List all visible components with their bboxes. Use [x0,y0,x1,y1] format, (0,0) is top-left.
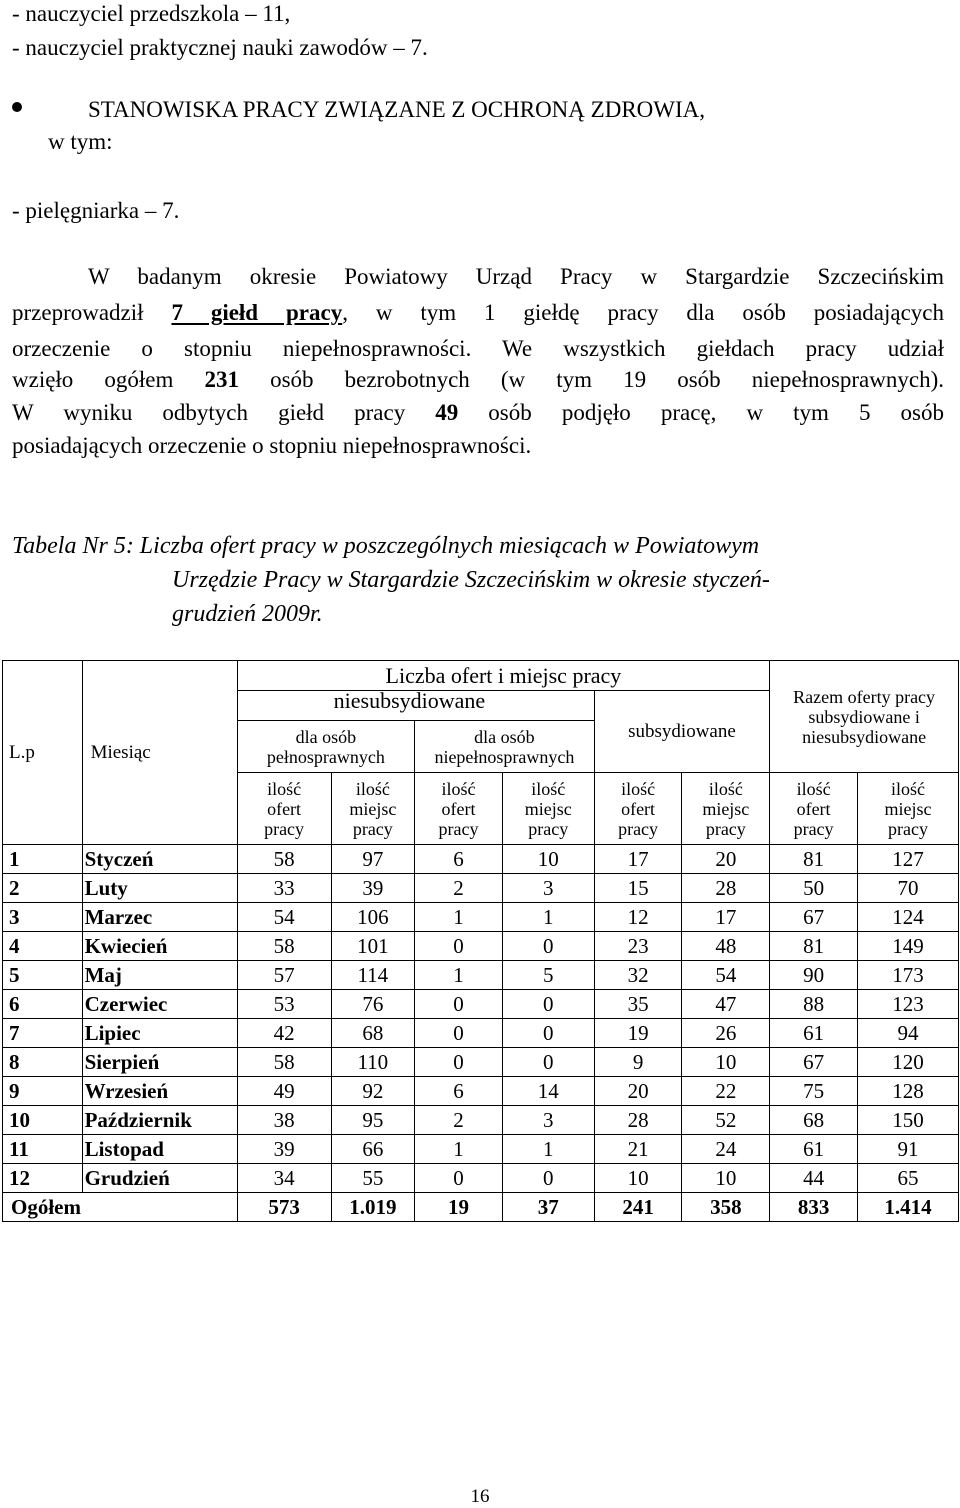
row-value: 81 [770,932,858,961]
row-month: Kwiecień [82,932,237,961]
row-value: 42 [237,1019,331,1048]
row-month: Marzec [82,903,237,932]
row-value: 26 [682,1019,770,1048]
table-caption-line-2: Urzędzie Pracy w Stargardzie Szczecińskim w okresie styczeń- [172,567,770,593]
paragraph-line-2: przeprowadził 7 giełd pracy, w tym 1 giełdę pracy dla osób posiadających [12,300,944,325]
row-value: 23 [594,932,682,961]
row-value: 0 [415,1164,503,1193]
row-value: 38 [237,1106,331,1135]
row-value: 0 [502,1164,594,1193]
row-value: 1 [502,903,594,932]
row-month: Grudzień [82,1164,237,1193]
row-value: 110 [331,1048,415,1077]
row-value: 1 [415,1135,503,1164]
paragraph-line-1: W badanym okresie Powiatowy Urząd Pracy w Stargardzie Szczecińskim [88,264,944,289]
row-value: 90 [770,961,858,990]
row-value: 120 [857,1048,958,1077]
row-value: 97 [331,845,415,874]
total-cell: 573 [237,1193,331,1222]
row-value: 6 [415,845,503,874]
total-cell: 1.019 [331,1193,415,1222]
row-value: 76 [331,990,415,1019]
row-value: 67 [770,1048,858,1077]
row-value: 68 [331,1019,415,1048]
row-value: 6 [415,1077,503,1106]
total-cell: 833 [770,1193,858,1222]
row-value: 53 [237,990,331,1019]
header-nonsubsidized: niesubsydiowane [237,691,594,721]
row-value: 10 [682,1048,770,1077]
header-total: Razem oferty pracy subsydiowane i niesubsydiowane [770,661,959,773]
row-value: 173 [857,961,958,990]
row-value: 92 [331,1077,415,1106]
row-value: 67 [770,903,858,932]
row-value: 20 [594,1077,682,1106]
table-row [3,1019,959,1048]
header-subsidized: subsydiowane [594,691,770,773]
row-value: 48 [682,932,770,961]
row-month: Październik [82,1106,237,1135]
total-cell: 19 [415,1193,503,1222]
row-value: 14 [502,1077,594,1106]
table-row [3,845,959,874]
list-line-vocational-teacher: - nauczyciel praktycznej nauki zawodów – 7. [12,35,428,60]
row-value: 28 [594,1106,682,1135]
header-places: ilość miejsc pracy [502,773,594,845]
table-row [3,874,959,903]
row-number: 10 [3,1106,83,1135]
row-value: 88 [770,990,858,1019]
table-row [3,990,959,1019]
row-value: 33 [237,874,331,903]
header-lp: L.p [3,661,83,845]
table-row [3,1164,959,1193]
row-value: 149 [857,932,958,961]
header-offers: ilość ofert pracy [237,773,331,845]
row-value: 21 [594,1135,682,1164]
job-offers-table [2,660,959,1222]
row-value: 95 [331,1106,415,1135]
total-cell: 241 [594,1193,682,1222]
row-month: Maj [82,961,237,990]
row-value: 10 [594,1164,682,1193]
page-number: 16 [470,1486,490,1507]
row-value: 39 [331,874,415,903]
row-value: 81 [770,845,858,874]
table-row [3,961,959,990]
bullet-icon [12,102,22,112]
row-value: 127 [857,845,958,874]
row-value: 0 [502,932,594,961]
row-month: Wrzesień [82,1077,237,1106]
paragraph-line-6: posiadających orzeczenie o stopniu niepełnosprawności. [12,433,532,458]
row-value: 55 [331,1164,415,1193]
row-value: 68 [770,1106,858,1135]
section-subheading: w tym: [48,129,113,154]
row-value: 19 [594,1019,682,1048]
row-value: 61 [770,1135,858,1164]
row-value: 2 [415,1106,503,1135]
row-value: 2 [415,874,503,903]
row-value: 20 [682,845,770,874]
table-row [3,1048,959,1077]
row-value: 0 [502,990,594,1019]
row-value: 65 [857,1164,958,1193]
row-value: 3 [502,874,594,903]
row-number: 8 [3,1048,83,1077]
row-value: 17 [682,903,770,932]
row-value: 3 [502,1106,594,1135]
row-number: 4 [3,932,83,961]
row-number: 9 [3,1077,83,1106]
row-number: 6 [3,990,83,1019]
row-value: 128 [857,1077,958,1106]
table-row [3,1135,959,1164]
list-line-preschool-teacher: - nauczyciel przedszkola – 11, [12,1,291,26]
row-month: Lipiec [82,1019,237,1048]
row-value: 1 [415,961,503,990]
row-value: 1 [415,903,503,932]
row-value: 0 [415,1048,503,1077]
header-month: Miesiąc [82,661,237,845]
row-value: 0 [415,1019,503,1048]
row-value: 58 [237,845,331,874]
row-value: 0 [415,932,503,961]
header-offers: ilość ofert pracy [415,773,503,845]
total-cell: 358 [682,1193,770,1222]
header-offers: ilość ofert pracy [770,773,858,845]
paragraph-line-4: wzięło ogółem 231 osób bezrobotnych (w tym 19 osób niepełnosprawnych). [12,367,944,392]
row-value: 34 [237,1164,331,1193]
row-value: 17 [594,845,682,874]
row-value: 94 [857,1019,958,1048]
row-month: Luty [82,874,237,903]
row-value: 24 [682,1135,770,1164]
row-value: 0 [415,990,503,1019]
row-value: 39 [237,1135,331,1164]
row-value: 58 [237,932,331,961]
header-places: ilość miejsc pracy [331,773,415,845]
row-value: 70 [857,874,958,903]
row-value: 10 [502,845,594,874]
row-month: Listopad [82,1135,237,1164]
total-cell: 1.414 [857,1193,958,1222]
row-value: 66 [331,1135,415,1164]
row-value: 0 [502,1048,594,1077]
row-value: 28 [682,874,770,903]
row-value: 54 [682,961,770,990]
row-value: 35 [594,990,682,1019]
row-value: 44 [770,1164,858,1193]
table-row [3,932,959,961]
table-caption-line-3: grudzień 2009r. [172,601,323,627]
row-value: 50 [770,874,858,903]
row-value: 32 [594,961,682,990]
row-value: 150 [857,1106,958,1135]
table-caption-line-1: Tabela Nr 5: Liczba ofert pracy w poszczególnych miesiącach w Powiatowym [12,533,760,559]
header-offers: ilość ofert pracy [594,773,682,845]
row-value: 12 [594,903,682,932]
row-value: 10 [682,1164,770,1193]
header-group: Liczba ofert i miejsc pracy [237,661,770,691]
row-value: 75 [770,1077,858,1106]
list-line-nurse: - pielęgniarka – 7. [12,198,180,223]
row-number: 11 [3,1135,83,1164]
row-value: 61 [770,1019,858,1048]
row-value: 47 [682,990,770,1019]
row-value: 123 [857,990,958,1019]
row-value: 5 [502,961,594,990]
section-heading: STANOWISKA PRACY ZWIĄZANE Z OCHRONĄ ZDROWIA, [88,97,705,122]
paragraph-line-3: orzeczenie o stopniu niepełnosprawności. We wszystkich giełdach pracy udział [12,336,944,361]
paragraph-line-5: W wyniku odbytych giełd pracy 49 osób podjęło pracę, w tym 5 osób [12,400,944,425]
row-number: 12 [3,1164,83,1193]
row-number: 1 [3,845,83,874]
row-number: 2 [3,874,83,903]
table-row [3,1077,959,1106]
row-value: 9 [594,1048,682,1077]
row-month: Czerwiec [82,990,237,1019]
row-value: 49 [237,1077,331,1106]
table-row [3,903,959,932]
header-places: ilość miejsc pracy [857,773,958,845]
row-month: Sierpień [82,1048,237,1077]
row-value: 106 [331,903,415,932]
row-month: Styczeń [82,845,237,874]
row-value: 91 [857,1135,958,1164]
row-value: 114 [331,961,415,990]
row-value: 54 [237,903,331,932]
row-value: 101 [331,932,415,961]
row-number: 7 [3,1019,83,1048]
row-number: 3 [3,903,83,932]
row-value: 22 [682,1077,770,1106]
header-places: ilość miejsc pracy [682,773,770,845]
header-able-bodied: dla osób pełnosprawnych [237,721,415,773]
row-value: 0 [502,1019,594,1048]
row-value: 1 [502,1135,594,1164]
row-value: 58 [237,1048,331,1077]
row-value: 15 [594,874,682,903]
header-disabled: dla osób niepełnosprawnych [415,721,595,773]
table-row [3,1106,959,1135]
row-number: 5 [3,961,83,990]
row-value: 52 [682,1106,770,1135]
total-cell: 37 [502,1193,594,1222]
total-label: Ogółem [3,1193,238,1222]
row-value: 124 [857,903,958,932]
row-value: 57 [237,961,331,990]
